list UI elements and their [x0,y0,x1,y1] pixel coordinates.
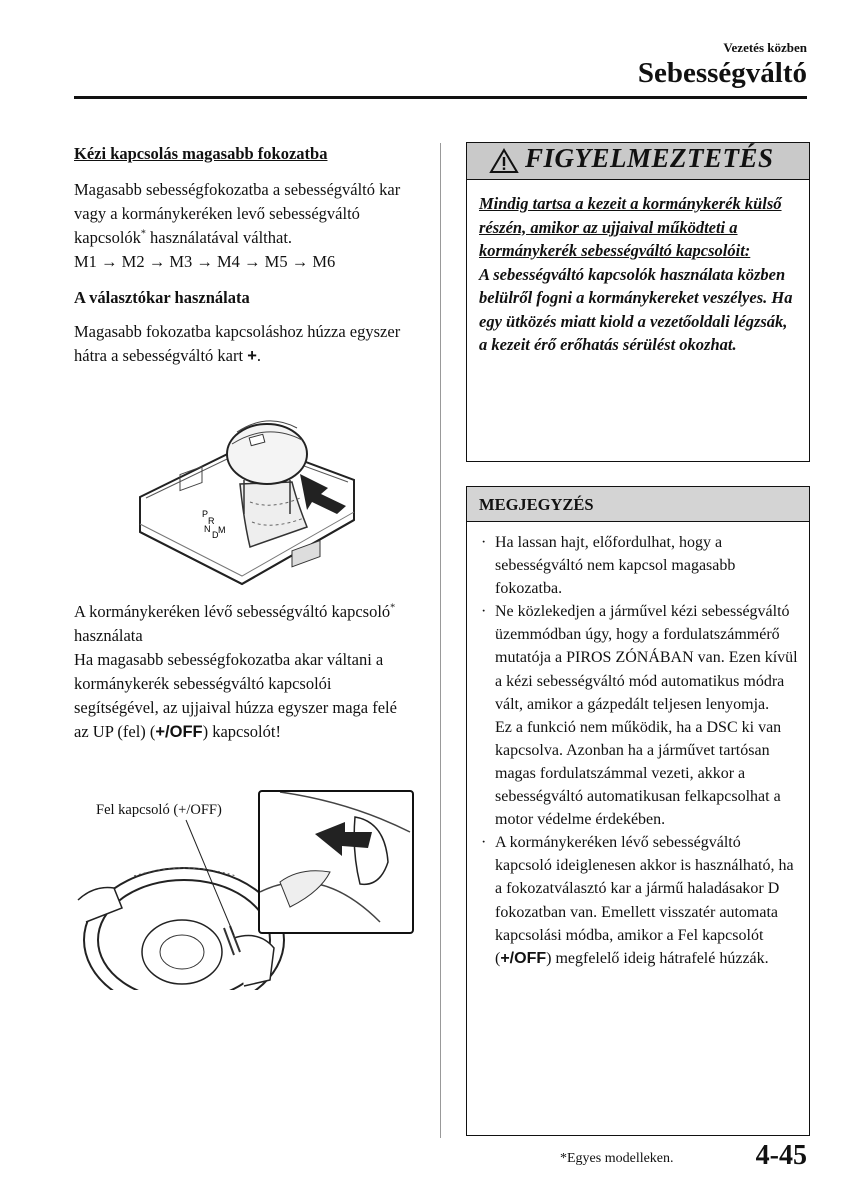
column-divider [440,143,441,1138]
warning-triangle-icon [489,148,519,174]
footnote: *Egyes modelleken. [560,1151,674,1166]
header-rule [74,96,807,99]
plus-off-symbol: +/OFF [155,723,203,741]
note-item: · Ha lassan hajt, előfordulhat, hogy a sebességváltó nem kapcsol magasabb fokozatba. [481,531,799,600]
plus-off-symbol: +/OFF [500,949,547,967]
note-title: MEGJEGYZÉS [467,487,809,522]
warning-text: A sebességváltó kapcsolók használata közben belülről fogni a kormánykereket veszélyes. Ha egy ütközés miatt kiold a vezetőoldali légzsák, a kezeit érő erőhatás sérülést okozhat. [479,264,793,354]
svg-text:D: D [212,530,219,540]
paddle-switch-detail [260,792,412,932]
svg-text:N: N [204,524,211,534]
svg-text:M: M [218,525,226,535]
section-title: Vezetés közben [723,40,807,55]
steering-switch-section [74,600,404,744]
page-number: 4-45 [755,1140,807,1171]
note-item: · Ne közlekedjen a járművel kézi sebességváltó üzemmódban úgy, hogy a fordulatszámmérő mutatója a PIROS ZÓNÁBAN van. Ezen kívül a kézi sebességváltó mód automatikus módra vált, amikor a gázpedált teljesen lenyomja. Ez a funkció nem működik, ha a DSC ki van kapcsolva. Azonban ha a járművet tartósan magas fordulatszámmal vezeti, akkor a sebességváltó automatikusan felkapcsolhat a motor védelme érdekében. [481,600,799,831]
gear-shifter-illustration [132,402,362,592]
plus-symbol: + [247,347,257,365]
paragraph-lever-use: Magasabb fokozatba kapcsoláshoz húzza egyszer hátra a sebességváltó kart +. [74,322,401,365]
page-title: Sebességváltó [637,57,807,89]
wheel-switch-caption: Fel kapcsoló (+/OFF) [96,802,222,818]
note-body [467,522,809,970]
heading-selector-lever: A választókar használata [74,288,250,307]
paragraph-upshift-intro: Magasabb sebességfokozatba a sebességváltó kar vagy a kormánykeréken levő sebességváltó kapcsolók* használatával válthat. [74,180,401,247]
warning-lead: Mindig tartsa a kezeit a kormánykerék külső részén, amikor az ujjaival működteti a kormánykerék sebességváltó kapcsolóit: [479,194,782,260]
switch-detail-inset [258,790,414,934]
heading-manual-upshift: Kézi kapcsolás magasabb fokozatba [74,144,328,163]
svg-text:P: P [202,509,209,519]
note-box [466,486,810,1136]
paragraph-steering-switch: Ha magasabb sebességfokozatba akar váltani a kormánykerék sebességváltó kapcsolói segítségével, az ujjaival húzza egyszer maga felé az UP (fel) (+/OFF) kapcsolót! [74,650,397,741]
warning-body [467,180,809,357]
svg-text:R: R [208,516,215,526]
warning-box [466,142,810,462]
bullet: · [481,834,487,852]
gear-sequence: M1 → M2 → M3 → M4 → M5 → M6 [74,252,336,271]
warning-title: FIGYELMEZTETÉS [525,143,774,173]
warning-header [467,143,809,180]
left-column [74,142,404,368]
bullet: · [481,603,487,621]
footnote-star: * [140,228,146,240]
note-item: · A kormánykeréken lévő sebességváltó kapcsoló ideiglenesen akkor is használható, ha a fokozatválasztó kar a jármű haladásakor D fokozatban van. Emellett visszatér automata kapcsolási módba, amikor a Fel kapcsolót (+/OFF) megfelelő ideig hátrafelé húzzák. [481,831,799,970]
heading-steering-switch: A kormánykeréken lévő sebességváltó kapcsoló* használata [74,602,396,645]
bullet: · [481,534,487,551]
